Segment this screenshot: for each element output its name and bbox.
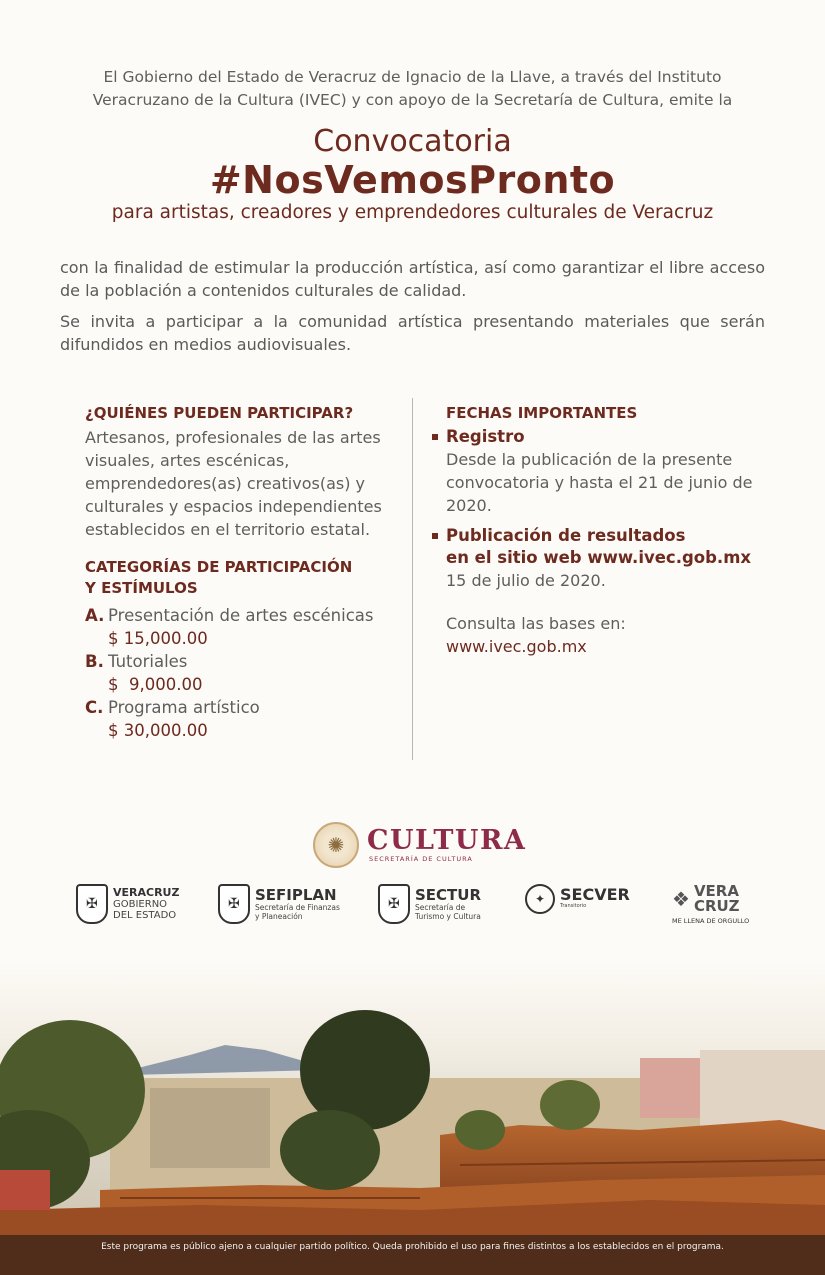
category-amount: $ 15,000.00 <box>108 629 208 648</box>
consulta-link[interactable]: www.ivec.gob.mx <box>446 637 587 656</box>
category-item <box>85 604 405 650</box>
registro-item <box>432 426 762 448</box>
sefiplan-sub2: y Planeación <box>255 911 303 921</box>
category-amount: $ 9,000.00 <box>108 675 203 694</box>
cultura-subtitle: SECRETARÍA DE CULTURA <box>369 855 473 863</box>
category-item <box>85 650 405 696</box>
cruz-text: CRUZ <box>693 897 740 915</box>
registro-title: Registro <box>446 427 525 446</box>
partner-logos <box>0 884 825 934</box>
cultura-logo <box>313 822 526 868</box>
title-subtitle: para artistas, creadores y emprendedores culturales de Veracruz <box>111 202 714 223</box>
footer-disclaimer: Este programa es público ajeno a cualquier partido político. Queda prohibido el uso para fines distintos a los establecidos en el programa. <box>101 1242 724 1252</box>
eagle-seal-icon: ✺ <box>313 822 359 868</box>
sectur-sub1: Secretaría de <box>415 902 466 912</box>
secver-logo <box>525 884 630 914</box>
resultados-item <box>432 525 762 547</box>
footer-bar <box>0 1235 825 1275</box>
landscape-painting <box>0 960 825 1275</box>
category-name: Tutoriales <box>108 652 188 671</box>
category-item <box>85 696 405 742</box>
veracruz-logo-line1: VERACRUZ <box>113 886 180 899</box>
state-shield-icon: ✠ <box>378 884 410 924</box>
secver-emblem-icon: ✦ <box>525 884 555 914</box>
title-hashtag: #NosVemosPronto <box>209 158 616 202</box>
bullet-icon <box>432 525 446 539</box>
brand-tagline: ME LLENA DE ORGULLO <box>672 917 750 925</box>
cultura-word: CULTURA <box>367 825 527 856</box>
resultados-site-prefix: en el sitio web <box>446 548 588 567</box>
veracruz-gobierno-logo <box>76 884 179 924</box>
sectur-logo <box>378 884 481 924</box>
vera-text: VERA <box>693 882 739 900</box>
veracruz-logo-line2: GOBIERNO <box>113 899 168 910</box>
bullet-icon <box>432 426 446 440</box>
state-shield-icon: ✠ <box>76 884 108 924</box>
registro-text: Desde la publicación de la presente convocatoria y hasta el 21 de junio de 2020. <box>446 450 753 515</box>
secver-sub: Transitorio <box>560 903 587 909</box>
veracruz-logo-line3: DEL ESTADO <box>113 910 177 921</box>
left-column <box>85 403 405 742</box>
category-name: Programa artístico <box>108 698 260 717</box>
title-convocatoria: Convocatoria <box>313 124 512 159</box>
purpose-paragraph: con la finalidad de estimular la producción artística, así como garantizar el libre acceso de la población a contenidos culturales de calidad. <box>60 258 765 300</box>
column-divider <box>412 398 413 760</box>
category-letter: A. <box>85 606 105 625</box>
sefiplan-sub1: Secretaría de Finanzas <box>255 902 340 912</box>
sectur-sub2: Turismo y Cultura <box>415 911 481 921</box>
resultados-date: 15 de julio de 2020. <box>446 571 606 590</box>
consulta-text: Consulta las bases en: <box>446 614 626 633</box>
veracruz-brand-logo <box>672 884 749 925</box>
resultados-title: Publicación de resultados <box>446 526 686 545</box>
sefiplan-logo <box>218 884 340 924</box>
who-heading: ¿QUIÉNES PUEDEN PARTICIPAR? <box>85 404 354 422</box>
resultados-site-line <box>446 547 762 569</box>
intro-text: El Gobierno del Estado de Veracruz de Ignacio de la Llave, a través del Instituto Veracruzano de la Cultura (IVEC) y con apoyo de la Secretaría de Cultura, emite la <box>92 68 733 109</box>
secver-name: SECVER <box>560 885 630 904</box>
sectur-name: SECTUR <box>415 885 482 904</box>
state-shield-icon: ✠ <box>218 884 250 924</box>
resultados-site-link[interactable]: www.ivec.gob.mx <box>587 548 752 567</box>
categories-heading-line1: CATEGORÍAS DE PARTICIPACIÓN <box>85 558 353 576</box>
sefiplan-name: SEFIPLAN <box>255 885 337 904</box>
right-column <box>432 403 762 658</box>
categories-heading-line2: Y ESTÍMULOS <box>85 579 198 597</box>
category-letter: B. <box>85 652 104 671</box>
dates-heading: FECHAS IMPORTANTES <box>446 404 638 422</box>
category-amount: $ 30,000.00 <box>108 721 208 740</box>
who-text: Artesanos, profesionales de las artes visuales, artes escénicas, emprendedores(as) creativos(as) y culturales y espacios independientes establecidos en el territorio estatal. <box>85 428 382 539</box>
category-letter: C. <box>85 698 104 717</box>
category-name: Presentación de artes escénicas <box>108 606 374 625</box>
invitation-paragraph: Se invita a participar a la comunidad artística presentando materiales que serán difundidos en medios audiovisuales. <box>60 312 765 354</box>
pattern-icon: ❖ <box>672 887 690 911</box>
